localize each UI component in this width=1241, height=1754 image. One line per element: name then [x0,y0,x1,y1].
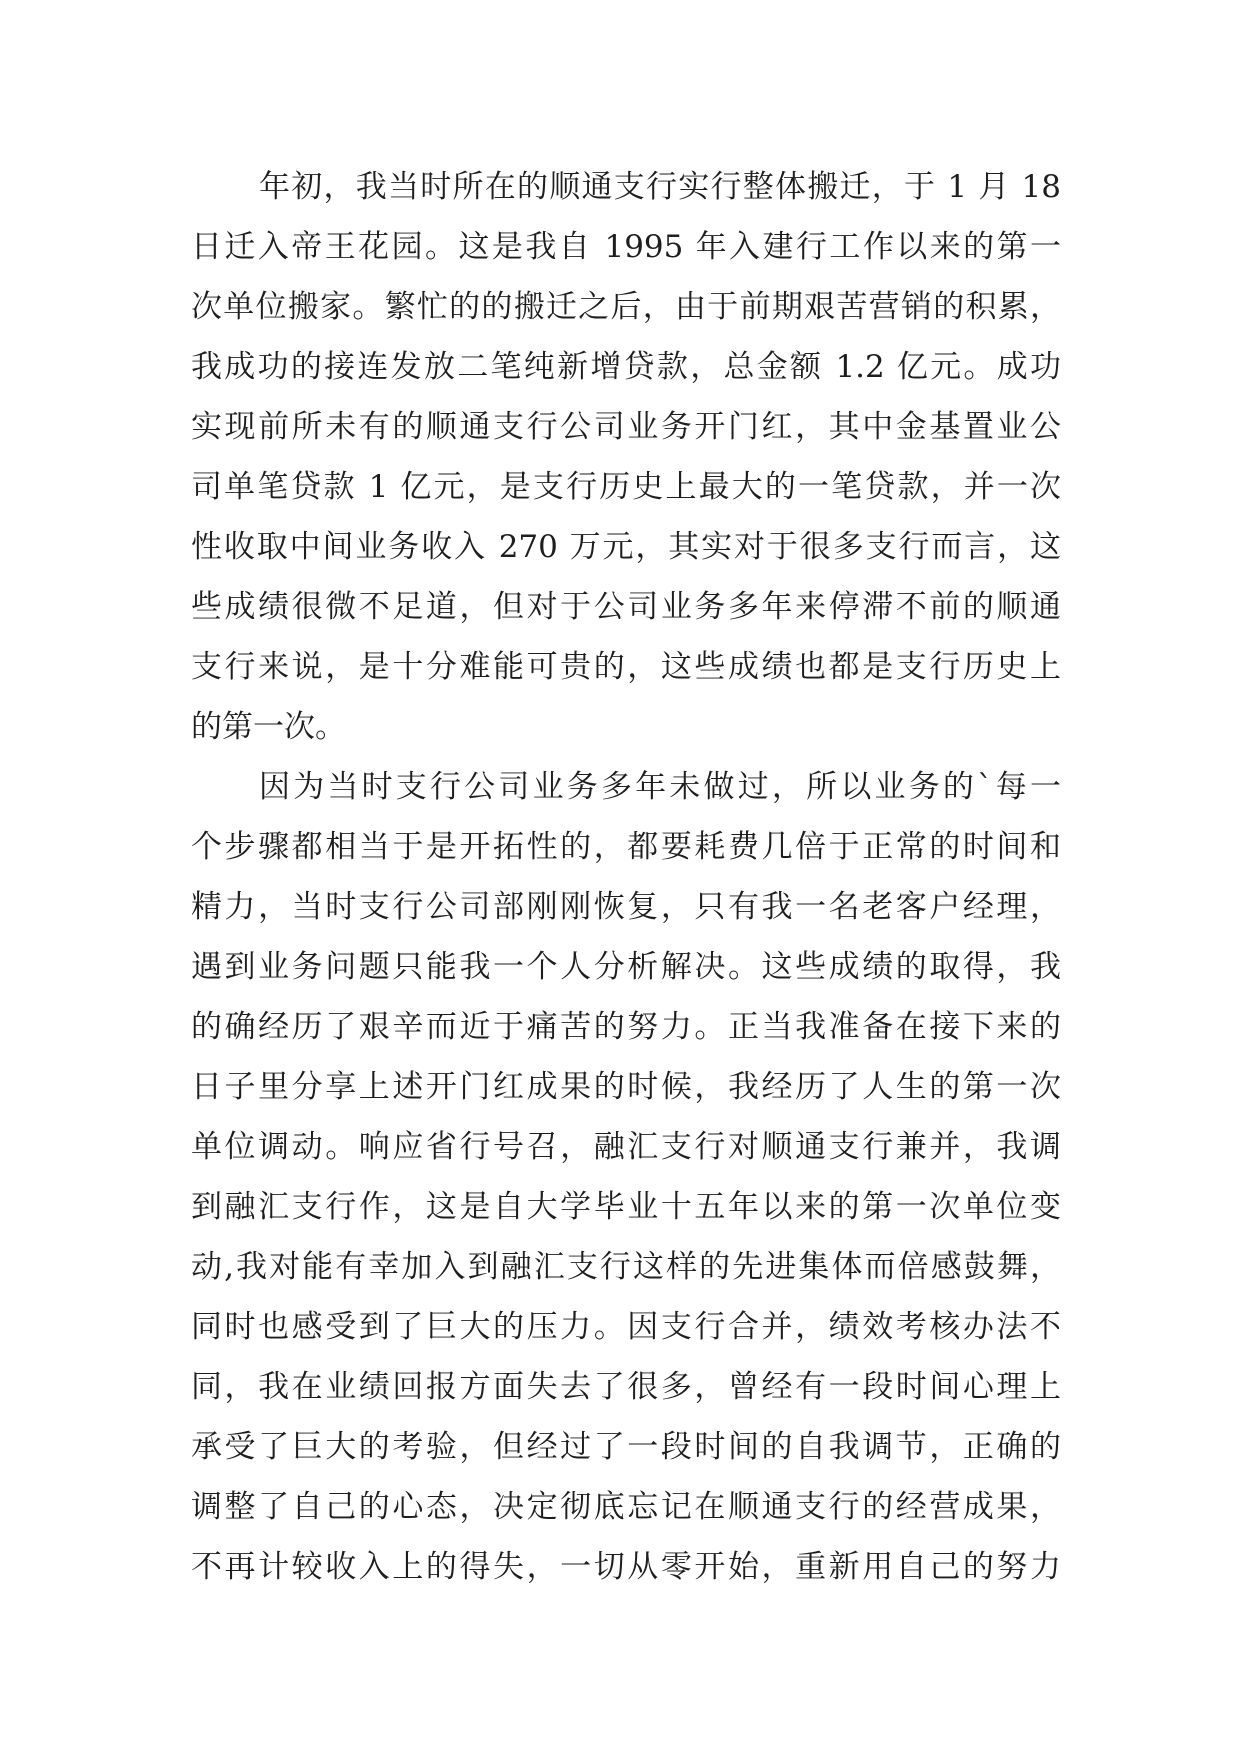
paragraph-1 [191,157,1061,757]
text-line: 遇到业务问题只能我一个人分析解决。这些成绩的取得，我 [191,949,1061,985]
text-line: 司单笔贷款 1 亿元，是支行历史上最大的一笔贷款，并一次 [191,469,1061,505]
text-line: 同时也感受到了巨大的压力。因支行合并，绩效考核办法不 [191,1309,1061,1345]
text-line: 精力，当时支行公司部刚刚恢复，只有我一名老客户经理， [191,889,1061,925]
text-line: 单位调动。响应省行号召，融汇支行对顺通支行兼并，我调 [191,1129,1061,1165]
text-line: 动,我对能有幸加入到融汇支行这样的先进集体而倍感鼓舞， [191,1249,1061,1285]
text-line: 因为当时支行公司业务多年未做过，所以业务的`每一 [259,769,1061,805]
text-line: 些成绩很微不足道，但对于公司业务多年来停滞不前的顺通 [191,589,1061,625]
text-line: 到融汇支行作，这是自大学毕业十五年以来的第一次单位变 [191,1189,1061,1225]
text-line: 次单位搬家。繁忙的的搬迁之后，由于前期艰苦营销的积累， [191,289,1061,325]
text-line: 日迁入帝王花园。这是我自 1995 年入建行工作以来的第一 [191,229,1061,265]
text-line: 实现前所未有的顺通支行公司业务开门红，其中金基置业公 [191,409,1061,445]
text-line: 性收取中间业务收入 270 万元，其实对于很多支行而言，这 [191,529,1061,565]
text-line: 调整了自己的心态，决定彻底忘记在顺通支行的经营成果， [191,1489,1061,1525]
text-line: 的确经历了艰辛而近于痛苦的努力。正当我准备在接下来的 [191,1009,1061,1045]
text-line: 年初，我当时所在的顺通支行实行整体搬迁，于 1 月 18 [259,169,1061,205]
document-body [191,157,1061,1597]
text-line: 的第一次。 [191,709,346,745]
text-line: 支行来说，是十分难能可贵的，这些成绩也都是支行历史上 [191,649,1061,685]
text-line: 日子里分享上述开门红成果的时候，我经历了人生的第一次 [191,1069,1061,1105]
text-line: 同，我在业绩回报方面失去了很多，曾经有一段时间心理上 [191,1369,1061,1405]
text-line: 我成功的接连发放二笔纯新增贷款，总金额 1.2 亿元。成功 [191,349,1061,385]
text-line: 个步骤都相当于是开拓性的，都要耗费几倍于正常的时间和 [191,829,1061,865]
text-line: 承受了巨大的考验，但经过了一段时间的自我调节，正确的 [191,1429,1061,1465]
text-line: 不再计较收入上的得失，一切从零开始，重新用自己的努力 [191,1549,1061,1585]
paragraph-2 [191,757,1061,1597]
